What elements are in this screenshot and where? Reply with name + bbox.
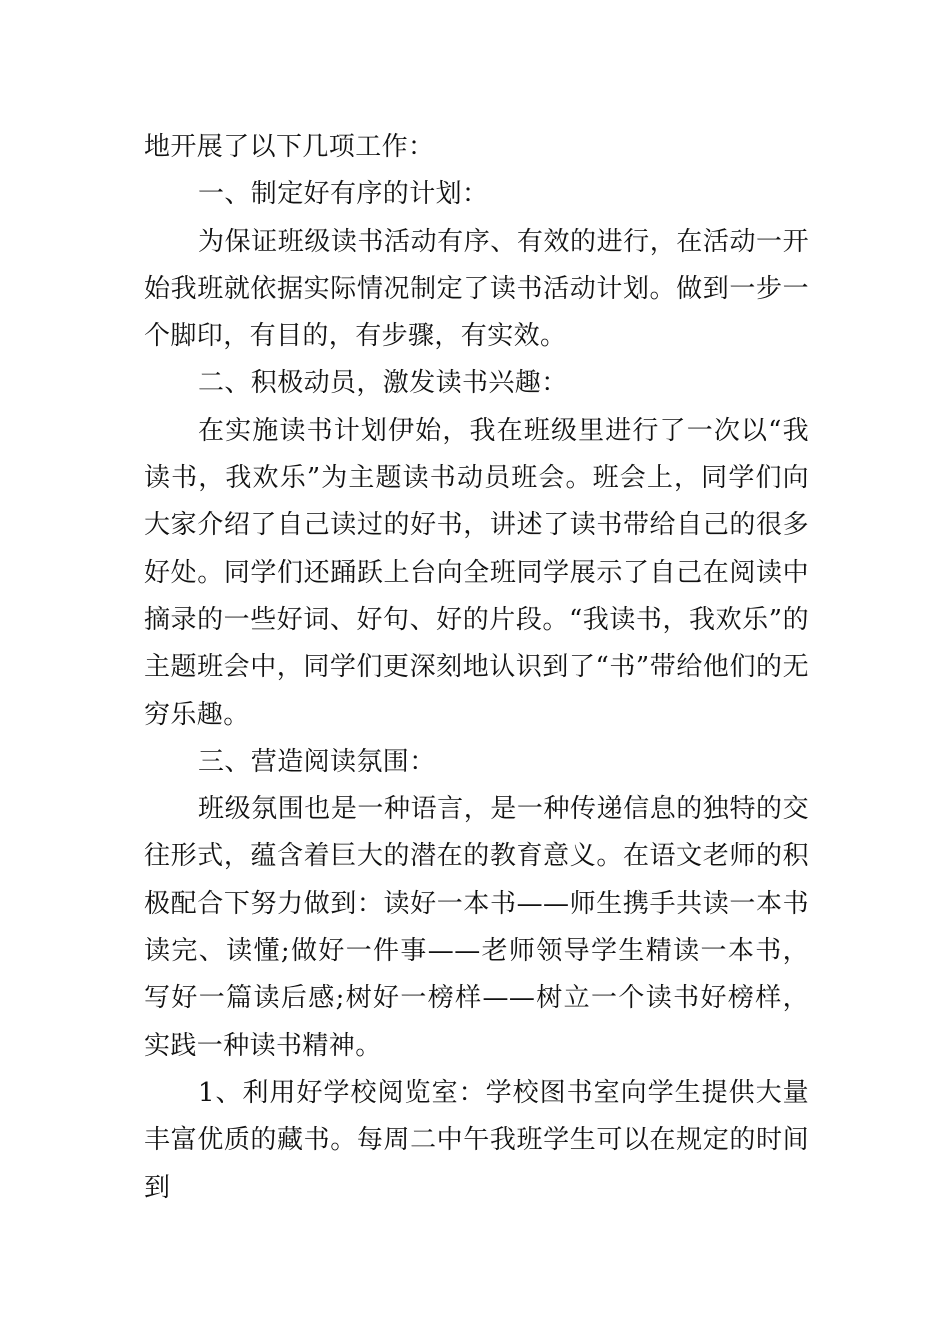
document-body bbox=[144, 124, 809, 1212]
heading-mobilize: 二、积极动员，激发读书兴趣： bbox=[198, 368, 568, 399]
paragraph-mobilize: 在实施读书计划伊始，我在班级里进行了一次以“我读书，我欢乐”为主题读书动员班会。班会上，同学们向大家介绍了自己读过的好书，讲述了读书带给自己的很多好处。同学们还踊跃上台向全班同学展示了自己在阅读中摘录的一些好词、好句、好的片段。“我读书，我欢乐”的主题班会中，同学们更深刻地认识到了“书”带给他们的无穷乐趣。 bbox=[144, 415, 809, 730]
paragraph-reading-room: 1、利用好学校阅览室：学校图书室向学生提供大量丰富优质的藏书。每周二中午我班学生可以在规定的时间到 bbox=[144, 1077, 809, 1203]
paragraph-plan: 为保证班级读书活动有序、有效的进行，在活动一开始我班就依据实际情况制定了读书活动计划。做到一步一个脚印，有目的，有步骤，有实效。 bbox=[144, 226, 809, 352]
heading-atmosphere: 三、营造阅读氛围： bbox=[198, 746, 436, 777]
paragraph-continuation: 地开展了以下几项工作： bbox=[144, 132, 435, 162]
paragraph-atmosphere: 班级氛围也是一种语言，是一种传递信息的独特的交往形式，蕴含着巨大的潜在的教育意义。在语文老师的积极配合下努力做到：读好一本书——师生携手共读一本书读完、读懂;做好一件事——老师领导学生精读一本书，写好一篇读后感;树好一榜样——树立一个读书好榜样，实践一种读书精神。 bbox=[144, 794, 809, 1061]
heading-plan: 一、制定好有序的计划： bbox=[198, 179, 489, 210]
